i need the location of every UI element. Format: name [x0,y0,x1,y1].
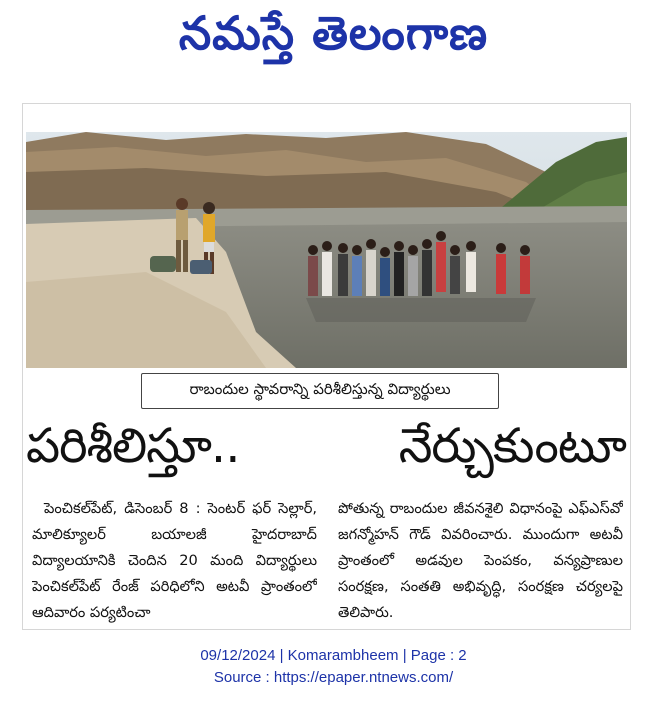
photo-caption: రాబందుల స్థావరాన్ని పరిశీలిస్తున్న విద్యార్థులు [141,373,499,409]
headline-left: పరిశీలిస్తూ.. [26,418,240,474]
article-column-left [32,496,317,628]
headline [26,418,626,486]
masthead-title: నమస్తే తెలంగాణ [178,6,489,60]
footer-date-edition: 09/12/2024 | Komarambheem | Page : 2 [200,647,467,664]
footer-source: Source : https://epaper.ntnews.com/ [213,669,454,686]
article-photo [26,132,627,368]
article-body-left: పెంచికల్‌పేట్, డిసెంబర్ 8 : సెంటర్ ఫర్ సెల్లార్, మాలిక్యూలర్ బయాలజీ హైదరాబాద్ విద్యాలయానికి చెందిన 20 మంది విద్యార్థులు పెంచికల్‌పేట్ రేంజ్ పరిధిలోని అటవీ ప్రాంతంలో ఆదివారం పర్యటించా [32,500,317,621]
headline-right: నేర్చుకుంటూ [398,418,626,474]
river-students-photo [26,132,627,368]
article-body-right: పోతున్న రాబందుల జీవనశైలి విధానంపై ఎఫ్‌ఎస్‌వో జగన్మోహన్ గౌడ్ వివరించారు. ముందుగా అటవీ ప్రాంతంలో అడవుల పెంపకం, వన్యప్రాణుల సంరక్షణ, సంతతి అభివృద్ధి, సంరక్షణ చర్యలపై తెలిపారు. [338,500,623,621]
footer [0,645,667,689]
article-column-right [338,496,623,628]
